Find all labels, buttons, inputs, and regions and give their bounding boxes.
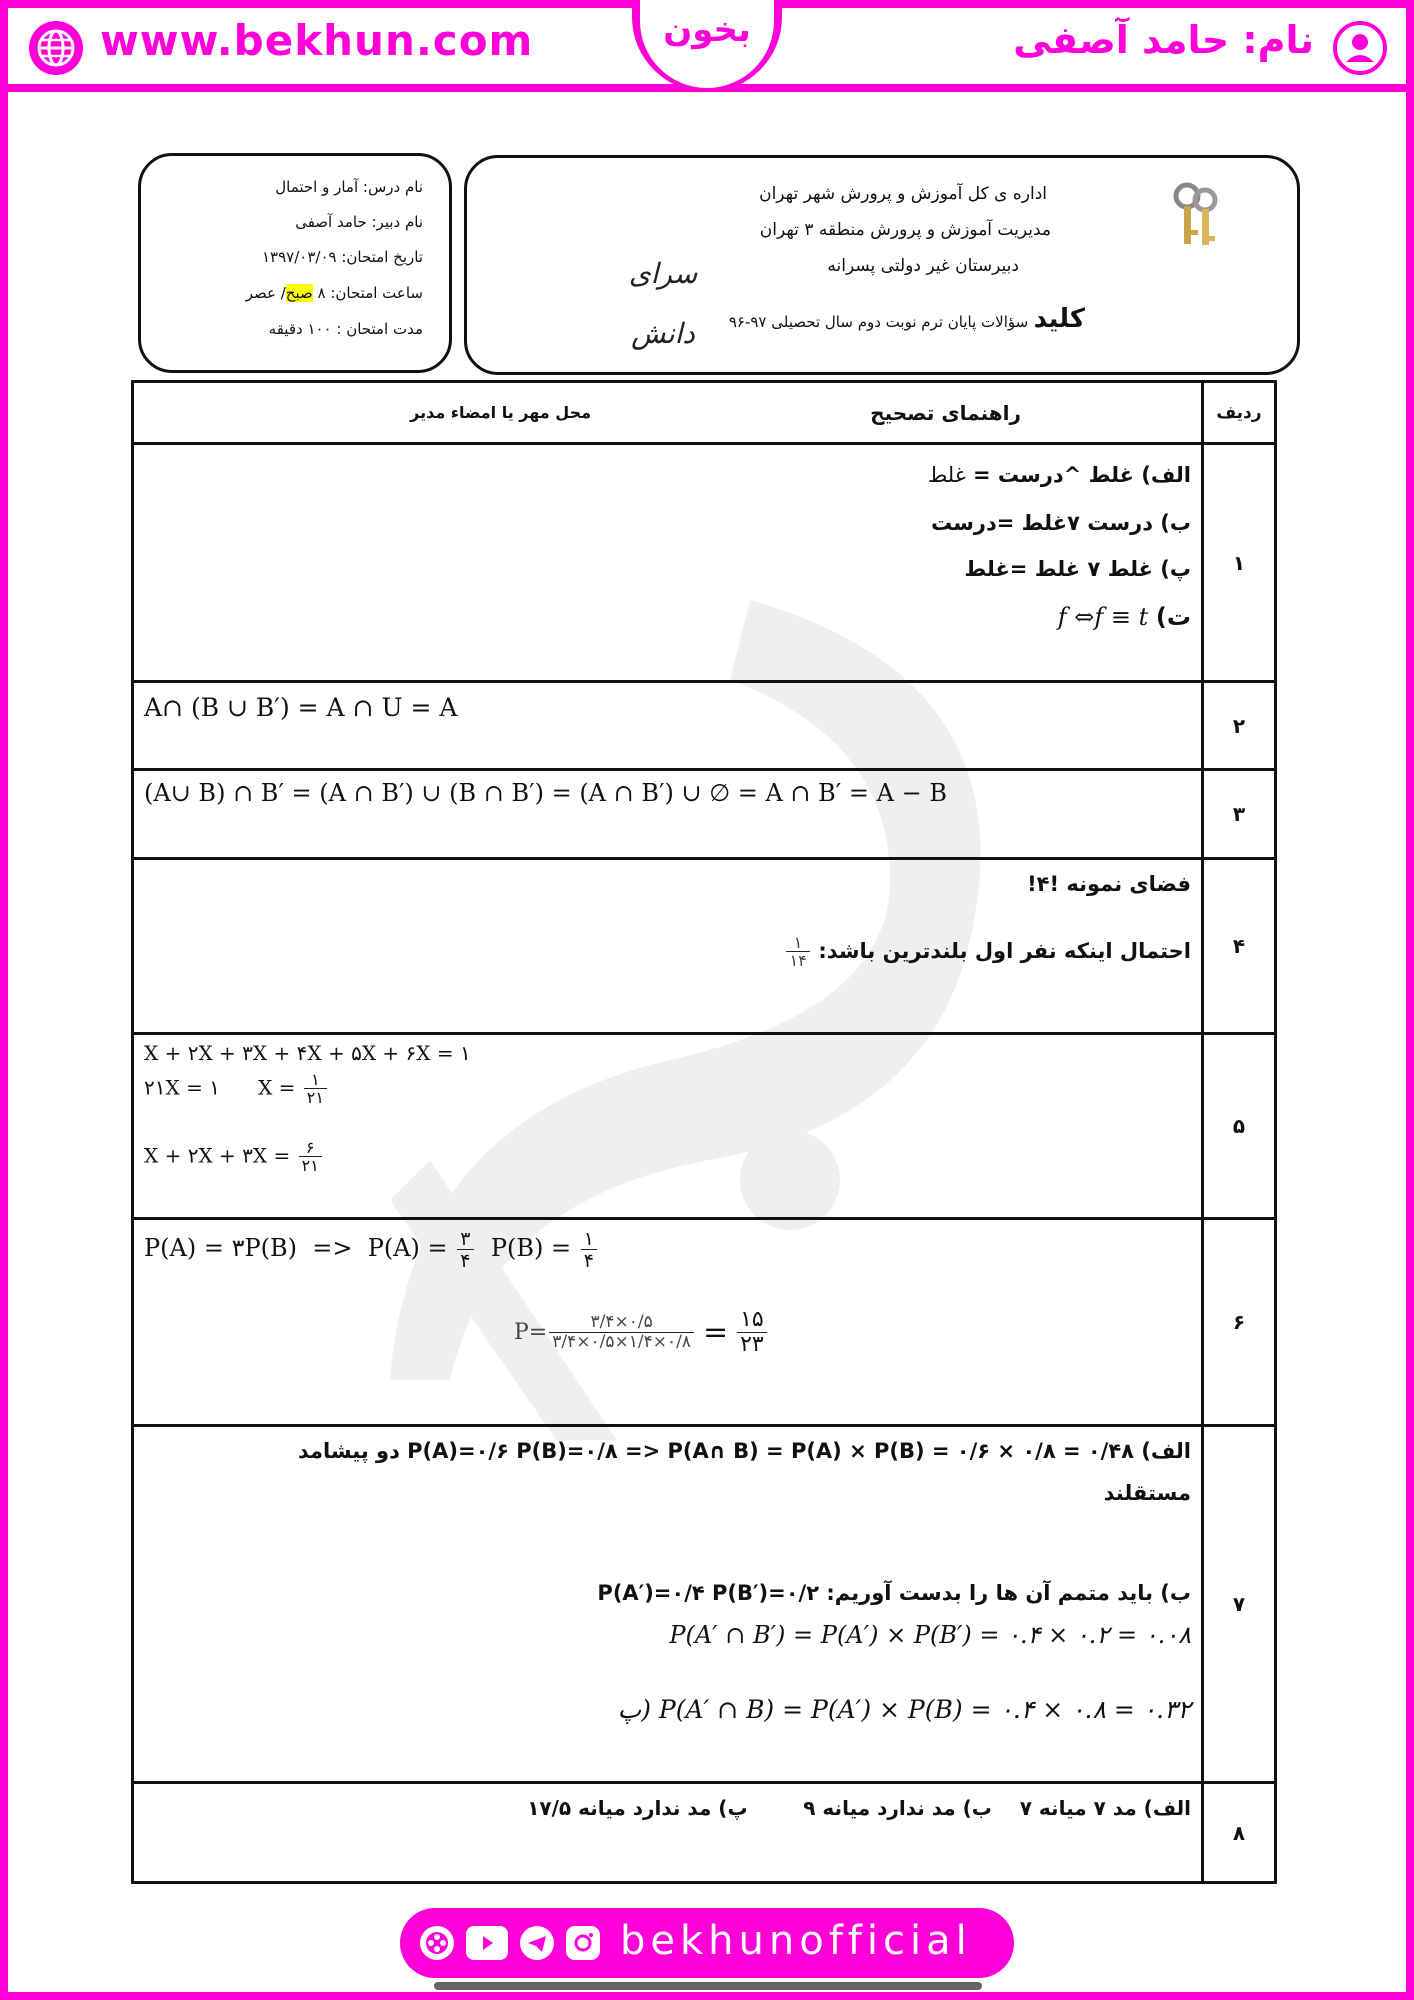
- answer-cell: [133, 1034, 1203, 1219]
- student-name: نام: حامد آصفی: [1013, 18, 1314, 62]
- row-number: ۶: [1203, 1219, 1276, 1426]
- table-row: [133, 1426, 1276, 1783]
- answer-6-line2: [514, 1308, 769, 1357]
- key-label: کلید: [1033, 304, 1085, 334]
- answer-6-result: [737, 1308, 767, 1357]
- answer-5-fraction-1: [304, 1071, 327, 1107]
- course-name: نام درس: آمار و احتمال: [275, 178, 423, 196]
- brand-logo: بخون: [663, 10, 751, 50]
- answer-7b-line1: ب) باید متمم آن ها را بدست آوریم: P(A′)=۰/۴ P(B′)=۰/۲: [597, 1580, 1191, 1605]
- answer-7a-line1: الف) P(A)=۰/۶ P(B)=۰/۸ => P(A∩ B) = P(A) × P(B) = ۰/۶ × ۰/۸ = ۰/۴۸ دو پیشامد: [297, 1438, 1191, 1463]
- answer-5-line2: [144, 1071, 329, 1107]
- answer-6-frac-a-den: ۴: [460, 1248, 471, 1272]
- answer-7c-formula: پ) P(A′ ∩ B) = P(A′) × P(B) = ۰.۴ × ۰.۸ = ۰.۳۲: [617, 1694, 1191, 1724]
- school-line-1: اداره ی کل آموزش و پرورش شهر تهران: [759, 184, 1047, 204]
- table-row: [133, 1034, 1276, 1219]
- answer-1a-main: الف) غلط ^درست =: [965, 462, 1191, 487]
- exam-duration: مدت امتحان : ۱۰۰ دقیقه: [268, 320, 423, 338]
- table-row: [133, 1783, 1276, 1883]
- social-bar-shadow: [434, 1982, 982, 1990]
- answer-1t-math: f ⇔f ≡ t: [1057, 602, 1149, 631]
- answer-4-fraction: [786, 934, 809, 970]
- school-line-3: دبیرستان غیر دولتی پسرانه: [827, 256, 1019, 276]
- answer-6-equals: =: [702, 1314, 729, 1350]
- answer-6-big-num: ۳/۴×۰/۵: [549, 1313, 694, 1333]
- film-reel-icon[interactable]: [420, 1926, 454, 1960]
- table-row: [133, 682, 1276, 770]
- answer-4-line2: [784, 934, 1191, 970]
- answer-cell: [133, 444, 1203, 682]
- answer-7b-formula: P(A′ ∩ B′) = P(A′) × P(B′) = ۰.۴ × ۰.۲ = ۰.۰۸: [669, 1620, 1191, 1649]
- answer-5-line1: X + ۲X + ۳X + ۴X + ۵X + ۶X = ۱: [144, 1040, 471, 1065]
- answer-6-big-den: ۳/۴×۰/۵×۱/۴×۰/۸: [552, 1331, 691, 1352]
- exam-title: [729, 304, 1085, 334]
- telegram-icon[interactable]: [520, 1926, 554, 1960]
- answer-6-frac-b-den: ۴: [583, 1248, 595, 1272]
- answer-6-frac-a-num: ۳: [457, 1228, 473, 1250]
- answer-8-text: الف) مد ۷ میانه ۷ ب) مد ندارد میانه ۹ پ) مد ندارد میانه ۱۷/۵: [527, 1795, 1191, 1820]
- table-row: [133, 859, 1276, 1034]
- school-logo-text: سرای دانش: [628, 257, 698, 350]
- answer-5-frac2-den: ۲۱: [301, 1156, 319, 1176]
- answer-4-text: احتمال اینکه نفر اول بلندترین باشد:: [818, 938, 1191, 963]
- table-header-row: [133, 382, 1276, 444]
- header-guide: راهنمای تصحیح: [870, 400, 1021, 425]
- globe-icon: [28, 20, 84, 76]
- exam-time: [246, 284, 423, 302]
- answer-1a: [928, 463, 1191, 487]
- header-row-number: ردیف: [1203, 382, 1276, 444]
- school-info-box: [464, 155, 1300, 375]
- answer-6-big-fraction: [549, 1313, 694, 1351]
- table-row: [133, 770, 1276, 859]
- answer-1a-tail: غلط: [927, 462, 966, 487]
- answer-cell: [133, 859, 1203, 1034]
- row-number: ۳: [1203, 770, 1276, 859]
- answer-4-frac-den: ۱۴: [789, 951, 807, 971]
- teacher-name: نام دبیر: حامد آصفی: [295, 213, 423, 231]
- school-logo: [599, 244, 727, 350]
- row-number: ۸: [1203, 1783, 1276, 1883]
- answer-table: [131, 380, 1277, 1884]
- answer-cell: [133, 1783, 1203, 1883]
- answer-6-frac-b-num: ۱: [581, 1228, 597, 1250]
- answer-1b: ب) درست ۷غلط =درست: [931, 510, 1191, 535]
- table-row: [133, 1219, 1276, 1426]
- answer-5-line3-text: X + ۲X + ۳X =: [144, 1143, 291, 1168]
- exam-time-suffix: / عصر: [245, 284, 286, 302]
- exam-time-prefix: ساعت امتحان: ۸: [312, 284, 423, 302]
- school-line-2: مدیریت آموزش و پرورش منطقه ۳ تهران: [759, 220, 1051, 240]
- row-number: ۵: [1203, 1034, 1276, 1219]
- header-stamp: محل مهر یا امضاء مدیر: [410, 402, 591, 422]
- social-bar: [400, 1908, 1014, 1978]
- answer-6-result-num: ۱۵: [737, 1308, 767, 1333]
- answer-6-line1: [144, 1228, 599, 1271]
- youtube-icon[interactable]: [466, 1926, 508, 1960]
- answer-6-p-label: P=: [514, 1319, 548, 1345]
- website-link[interactable]: www.bekhun.com: [100, 16, 534, 65]
- exam-date: تاریخ امتحان: ۱۳۹۷/۰۳/۰۹: [262, 248, 423, 266]
- answer-6-result-den: ۲۳: [740, 1331, 764, 1357]
- row-number: ۲: [1203, 682, 1276, 770]
- row-number: ۴: [1203, 859, 1276, 1034]
- keys-icon: [1167, 182, 1223, 252]
- row-number: ۷: [1203, 1426, 1276, 1783]
- instagram-icon[interactable]: [566, 1926, 600, 1960]
- answer-6-line1-text: P(A) = ۳P(B) => P(A) =: [144, 1233, 448, 1262]
- answer-2-formula: A∩ (B ∪ B′) = A ∩ U = A: [144, 692, 458, 722]
- answer-3-formula: (A∪ B) ∩ B′ = (A ∩ B′) ∪ (B ∩ B′) = (A ∩ B′) ∪ ∅ = A ∩ B′ = A − B: [144, 778, 947, 807]
- answer-1t: [1058, 603, 1191, 631]
- social-handle[interactable]: bekhunofficial: [620, 1918, 972, 1964]
- answer-cell: [133, 1426, 1203, 1783]
- answer-5-frac1-num: ۱: [304, 1071, 327, 1090]
- exam-info-box: [138, 153, 452, 373]
- answer-1t-label: ت): [1155, 602, 1191, 631]
- answer-cell: [133, 770, 1203, 859]
- answer-6-frac-a: [457, 1228, 473, 1271]
- answer-5-line2-text: ۲۱X = ۱ X =: [144, 1075, 296, 1100]
- answer-5-frac2-num: ۶: [299, 1139, 322, 1158]
- answer-6-line1b: P(B) =: [490, 1233, 572, 1262]
- user-icon: [1332, 20, 1388, 76]
- answer-4-frac-num: ۱: [786, 934, 809, 953]
- exam-time-highlight: صبح: [285, 284, 313, 302]
- answer-5-frac1-den: ۲۱: [306, 1088, 324, 1108]
- answer-1p: پ) غلط ۷ غلط =غلط: [964, 556, 1191, 581]
- answer-cell: [133, 1219, 1203, 1426]
- answer-5-line3: [144, 1139, 324, 1175]
- answer-cell: [133, 682, 1203, 770]
- row-number: ۱: [1203, 444, 1276, 682]
- header-guide-cell: [133, 382, 1203, 444]
- answer-6-frac-b: [581, 1228, 597, 1271]
- answer-7a-line2: مستقلند: [1103, 1480, 1191, 1505]
- answer-4-line1: فضای نمونه !۴!: [1027, 871, 1191, 896]
- table-row: [133, 444, 1276, 682]
- answer-5-fraction-2: [299, 1139, 322, 1175]
- exam-title-text: سؤالات پایان ترم نوبت دوم سال تحصیلی ۹۷-۹۶: [728, 313, 1029, 331]
